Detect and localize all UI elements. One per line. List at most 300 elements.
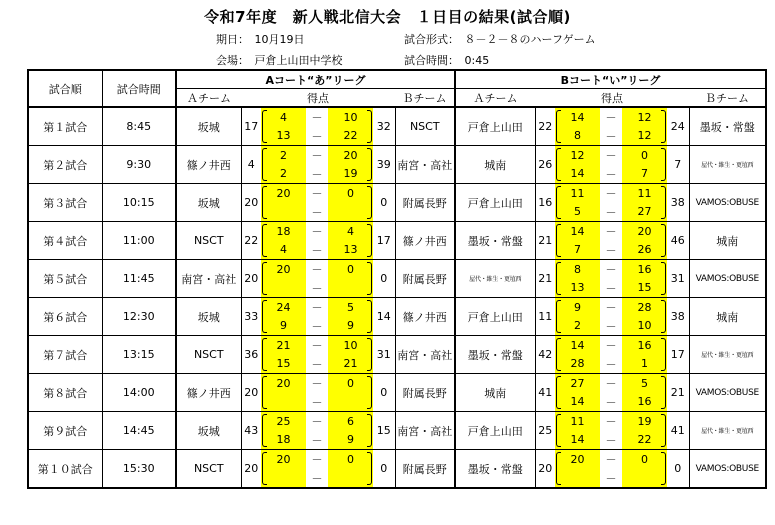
dash: － [311, 167, 323, 181]
first-half-score: 0 [347, 376, 354, 390]
first-half-score: 20 [276, 376, 291, 390]
first-half-score: 20 [276, 262, 291, 276]
half-scores [555, 336, 600, 373]
left-bracket [262, 186, 267, 219]
team-b-half-scores [328, 107, 373, 146]
dash: － [311, 471, 323, 485]
second-half-score: 13 [276, 129, 291, 143]
half-scores [555, 374, 600, 411]
team-a-total: 21 [535, 222, 555, 260]
team-a-name: 屋代・維生・更埴西 [455, 260, 535, 298]
half-scores [555, 298, 600, 335]
second-half-score: 2 [574, 319, 581, 333]
score-dash [600, 374, 622, 412]
team-a-total: 21 [535, 260, 555, 298]
team-b-name: 南宮・高社 [395, 336, 455, 374]
team-b-half-scores [622, 336, 667, 374]
team-a-half-scores [555, 450, 600, 489]
team-a-half-scores [261, 184, 306, 222]
team-a-half-scores [261, 222, 306, 260]
header-court-b: Bコート“い”リーグ [455, 70, 766, 89]
team-a-half-scores [555, 222, 600, 260]
game-time: 15:30 [102, 450, 176, 489]
table-row [28, 450, 766, 489]
team-b-name: 屋代・維生・更埴西 [689, 146, 766, 184]
score-dash [600, 298, 622, 336]
team-b-half-scores [328, 450, 373, 489]
team-b-half-scores [622, 298, 667, 336]
team-b-total: 17 [373, 222, 395, 260]
team-b-half-scores [622, 107, 667, 146]
right-bracket [661, 186, 666, 219]
half-scores [555, 184, 600, 221]
team-a-name: 篠ノ井西 [176, 146, 241, 184]
team-b-total: 14 [373, 298, 395, 336]
game-time: 13:15 [102, 336, 176, 374]
second-half-score: 18 [276, 433, 291, 447]
second-half-score: 21 [343, 357, 358, 371]
right-bracket [367, 452, 372, 485]
header-a-score: 得点 [241, 89, 395, 108]
dash: － [311, 415, 323, 429]
left-bracket [556, 452, 561, 485]
team-a-total: 43 [241, 412, 261, 450]
team-a-half-scores [261, 450, 306, 489]
team-b-half-scores [328, 146, 373, 184]
team-b-half-scores [622, 412, 667, 450]
score-dash [306, 450, 328, 489]
second-half-score: 9 [280, 319, 287, 333]
table-row [28, 298, 766, 336]
team-b-total: 0 [373, 260, 395, 298]
score-dash [306, 260, 328, 298]
team-b-half-scores [328, 184, 373, 222]
first-half-score: 12 [570, 148, 585, 162]
second-half-score: 28 [570, 357, 585, 371]
first-half-score: 14 [570, 224, 585, 238]
score-dash [600, 336, 622, 374]
half-scores [555, 108, 600, 145]
left-bracket [262, 376, 267, 409]
first-half-score: 20 [276, 452, 291, 466]
team-b-total: 0 [667, 450, 689, 489]
dash: － [605, 433, 617, 447]
team-b-name: NSCT [395, 107, 455, 146]
team-a-half-scores [261, 298, 306, 336]
team-a-total: 33 [241, 298, 261, 336]
team-a-half-scores [261, 412, 306, 450]
second-half-score: 14 [570, 395, 585, 409]
dash: － [605, 357, 617, 371]
second-half-score: 26 [637, 243, 652, 257]
first-half-score: 12 [637, 110, 652, 124]
team-b-total: 21 [667, 374, 689, 412]
team-b-total: 31 [373, 336, 395, 374]
right-bracket [367, 338, 372, 371]
team-a-name: 墨坂・常盤 [455, 450, 535, 489]
team-b-half-scores [622, 222, 667, 260]
second-half-score: 9 [347, 319, 354, 333]
team-a-name: 坂城 [176, 107, 241, 146]
right-bracket [661, 338, 666, 371]
first-half-score: 4 [280, 110, 287, 124]
team-b-name: 篠ノ井西 [395, 298, 455, 336]
dash: － [605, 395, 617, 409]
score-dash [306, 107, 328, 146]
team-a-total: 36 [241, 336, 261, 374]
second-half-score: 8 [574, 129, 581, 143]
second-half-score: 13 [343, 243, 358, 257]
team-a-half-scores [555, 412, 600, 450]
match-time: 試合時間： 0:45 [404, 54, 490, 67]
first-half-score: 20 [276, 186, 291, 200]
team-a-half-scores [261, 374, 306, 412]
left-bracket [262, 110, 267, 143]
first-half-score: 8 [574, 262, 581, 276]
game-number: 第１０試合 [28, 450, 102, 489]
first-half-score: 28 [637, 300, 652, 314]
dash: － [311, 243, 323, 257]
half-scores [555, 260, 600, 297]
team-b-total: 7 [667, 146, 689, 184]
team-b-total: 31 [667, 260, 689, 298]
second-half-score: 13 [570, 281, 585, 295]
right-bracket [661, 148, 666, 181]
dash: － [311, 111, 323, 125]
team-b-name: VAMOS:OBUSE [689, 184, 766, 222]
team-b-total: 38 [667, 298, 689, 336]
team-a-half-scores [261, 107, 306, 146]
team-a-total: 4 [241, 146, 261, 184]
score-dash [600, 146, 622, 184]
second-half-score: 14 [570, 167, 585, 181]
left-bracket [262, 148, 267, 181]
right-bracket [661, 262, 666, 295]
match-format: 試合形式： ８－２－８のハーフゲーム [404, 33, 596, 46]
score-dash [306, 412, 328, 450]
team-b-total: 15 [373, 412, 395, 450]
left-bracket [556, 300, 561, 333]
team-a-name: 墨坂・常盤 [455, 336, 535, 374]
half-scores [555, 222, 600, 259]
dash: － [605, 243, 617, 257]
second-half-score [261, 203, 306, 222]
right-bracket [661, 414, 666, 447]
dash: － [605, 187, 617, 201]
team-b-name: 城南 [689, 222, 766, 260]
game-number: 第７試合 [28, 336, 102, 374]
table-row [28, 107, 766, 146]
page-title: 令和7年度 新人戦北信大会 １日目の結果(試合順) [204, 8, 571, 26]
second-half-score: 7 [574, 243, 581, 257]
team-a-half-scores [555, 146, 600, 184]
team-b-name: 屋代・維生・更埴西 [689, 336, 766, 374]
match-venue: 会場： 戸倉上山田中学校 [216, 54, 343, 67]
right-bracket [367, 224, 372, 257]
team-a-name: 戸倉上山田 [455, 184, 535, 222]
left-bracket [262, 300, 267, 333]
first-half-score: 6 [347, 414, 354, 428]
team-b-name: 附属長野 [395, 260, 455, 298]
right-bracket [661, 376, 666, 409]
team-b-half-scores [622, 184, 667, 222]
team-a-half-scores [555, 374, 600, 412]
team-a-name: NSCT [176, 222, 241, 260]
team-b-name: VAMOS:OBUSE [689, 374, 766, 412]
first-half-score: 24 [276, 300, 291, 314]
team-b-half-scores [328, 374, 373, 412]
first-half-score: 14 [570, 338, 585, 352]
second-half-score [555, 469, 600, 488]
team-b-total: 38 [667, 184, 689, 222]
right-bracket [367, 300, 372, 333]
game-number: 第５試合 [28, 260, 102, 298]
second-half-score: 14 [570, 433, 585, 447]
first-half-score: 2 [280, 148, 287, 162]
game-time: 11:00 [102, 222, 176, 260]
half-scores [261, 108, 306, 145]
dash: － [311, 339, 323, 353]
second-half-score: 22 [343, 129, 358, 143]
second-half-score: 2 [280, 167, 287, 181]
right-bracket [367, 110, 372, 143]
left-bracket [556, 224, 561, 257]
dash: － [311, 301, 323, 315]
left-bracket [556, 110, 561, 143]
score-dash [306, 298, 328, 336]
first-half-score: 25 [276, 414, 291, 428]
team-a-half-scores [261, 146, 306, 184]
score-dash [306, 146, 328, 184]
team-a-name: 戸倉上山田 [455, 412, 535, 450]
right-bracket [661, 110, 666, 143]
team-a-name: 篠ノ井西 [176, 374, 241, 412]
second-half-score: 27 [637, 205, 652, 219]
second-half-score: 10 [637, 319, 652, 333]
dash: － [605, 167, 617, 181]
half-scores [261, 146, 306, 183]
dash: － [605, 471, 617, 485]
left-bracket [262, 262, 267, 295]
first-half-score: 0 [641, 452, 648, 466]
score-dash [306, 374, 328, 412]
first-half-score: 11 [570, 414, 585, 428]
team-a-name: 坂城 [176, 298, 241, 336]
game-time: 12:30 [102, 298, 176, 336]
first-half-score: 20 [637, 224, 652, 238]
team-b-total: 0 [373, 374, 395, 412]
dash: － [605, 225, 617, 239]
second-half-score: 12 [637, 129, 652, 143]
second-half-score: 9 [347, 433, 354, 447]
team-b-name: 南宮・高社 [395, 146, 455, 184]
table-row [28, 336, 766, 374]
table-row [28, 146, 766, 184]
team-b-half-scores [622, 450, 667, 489]
score-dash [306, 184, 328, 222]
game-number: 第８試合 [28, 374, 102, 412]
half-scores [261, 336, 306, 373]
game-number: 第１試合 [28, 107, 102, 146]
first-half-score: 10 [343, 110, 358, 124]
table-row [28, 412, 766, 450]
team-a-total: 41 [535, 374, 555, 412]
team-a-total: 16 [535, 184, 555, 222]
dash: － [311, 225, 323, 239]
team-b-half-scores [328, 336, 373, 374]
half-scores [261, 412, 306, 449]
half-scores [261, 260, 306, 297]
team-a-half-scores [555, 184, 600, 222]
team-a-half-scores [555, 107, 600, 146]
right-bracket [367, 262, 372, 295]
team-b-total: 24 [667, 107, 689, 146]
dash: － [605, 263, 617, 277]
first-half-score: 5 [641, 376, 648, 390]
left-bracket [556, 262, 561, 295]
dash: － [605, 129, 617, 143]
team-b-name: VAMOS:OBUSE [689, 260, 766, 298]
first-half-score: 9 [574, 300, 581, 314]
team-b-half-scores [328, 260, 373, 298]
team-a-name: 戸倉上山田 [455, 107, 535, 146]
team-a-total: 20 [241, 260, 261, 298]
first-half-score: 11 [637, 186, 652, 200]
team-b-half-scores [622, 374, 667, 412]
first-half-score: 4 [347, 224, 354, 238]
team-a-total: 42 [535, 336, 555, 374]
game-time: 11:45 [102, 260, 176, 298]
score-dash [600, 260, 622, 298]
game-time: 14:45 [102, 412, 176, 450]
second-half-score: 22 [637, 433, 652, 447]
first-half-score: 27 [570, 376, 585, 390]
team-a-total: 20 [241, 374, 261, 412]
first-half-score: 11 [570, 186, 585, 200]
first-half-score: 0 [347, 186, 354, 200]
dash: － [311, 377, 323, 391]
left-bracket [556, 414, 561, 447]
game-number: 第２試合 [28, 146, 102, 184]
first-half-score: 5 [347, 300, 354, 314]
left-bracket [556, 338, 561, 371]
score-dash [306, 222, 328, 260]
second-half-score: 4 [280, 243, 287, 257]
match-date: 期日： 10月19日 [216, 33, 305, 46]
score-dash [600, 450, 622, 489]
results-table [27, 69, 767, 489]
team-a-name: 城南 [455, 146, 535, 184]
team-b-half-scores [622, 146, 667, 184]
first-half-score: 0 [347, 262, 354, 276]
team-a-name: 南宮・高社 [176, 260, 241, 298]
header-a-team-b: Ｂチーム [395, 89, 455, 108]
team-a-total: 20 [241, 450, 261, 489]
team-a-total: 25 [535, 412, 555, 450]
half-scores [261, 298, 306, 335]
right-bracket [367, 414, 372, 447]
second-half-score [261, 393, 306, 412]
team-a-total: 11 [535, 298, 555, 336]
header-b-score: 得点 [535, 89, 689, 108]
second-half-score [261, 469, 306, 488]
first-half-score: 10 [343, 338, 358, 352]
team-b-name: 附属長野 [395, 374, 455, 412]
game-number: 第３試合 [28, 184, 102, 222]
left-bracket [262, 414, 267, 447]
left-bracket [556, 186, 561, 219]
team-a-total: 26 [535, 146, 555, 184]
team-b-name: 附属長野 [395, 450, 455, 489]
team-b-half-scores [328, 222, 373, 260]
team-a-name: 城南 [455, 374, 535, 412]
game-time: 10:15 [102, 184, 176, 222]
second-half-score: 1 [641, 357, 648, 371]
team-a-total: 17 [241, 107, 261, 146]
first-half-score: 16 [637, 338, 652, 352]
team-a-name: 墨坂・常盤 [455, 222, 535, 260]
dash: － [605, 319, 617, 333]
second-half-score: 19 [343, 167, 358, 181]
team-a-half-scores [555, 260, 600, 298]
first-half-score: 18 [276, 224, 291, 238]
team-b-half-scores [328, 298, 373, 336]
game-number: 第４試合 [28, 222, 102, 260]
left-bracket [262, 338, 267, 371]
team-b-name: 南宮・高社 [395, 412, 455, 450]
right-bracket [367, 376, 372, 409]
first-half-score: 0 [641, 148, 648, 162]
team-a-total: 20 [535, 450, 555, 489]
score-dash [306, 336, 328, 374]
table-row [28, 222, 766, 260]
right-bracket [661, 452, 666, 485]
first-half-score: 20 [343, 148, 358, 162]
dash: － [311, 395, 323, 409]
team-b-name: 附属長野 [395, 184, 455, 222]
team-a-name: 戸倉上山田 [455, 298, 535, 336]
dash: － [311, 433, 323, 447]
team-b-total: 0 [373, 450, 395, 489]
right-bracket [367, 186, 372, 219]
dash: － [605, 415, 617, 429]
team-b-name: 城南 [689, 298, 766, 336]
dash: － [311, 281, 323, 295]
team-b-total: 32 [373, 107, 395, 146]
left-bracket [556, 376, 561, 409]
team-a-name: 坂城 [176, 412, 241, 450]
team-a-total: 20 [241, 184, 261, 222]
header-time: 試合時間 [102, 70, 176, 107]
header-court-a: Aコート“あ”リーグ [176, 70, 455, 89]
team-b-name: 屋代・維生・更埴西 [689, 412, 766, 450]
dash: － [605, 149, 617, 163]
game-number: 第９試合 [28, 412, 102, 450]
table-row [28, 374, 766, 412]
team-b-name: 墨坂・常盤 [689, 107, 766, 146]
team-a-half-scores [261, 260, 306, 298]
dash: － [311, 263, 323, 277]
dash: － [605, 339, 617, 353]
team-b-name: VAMOS:OBUSE [689, 450, 766, 489]
first-half-score: 0 [347, 452, 354, 466]
team-a-half-scores [555, 336, 600, 374]
dash: － [311, 205, 323, 219]
left-bracket [556, 148, 561, 181]
second-half-score [261, 279, 306, 298]
right-bracket [661, 224, 666, 257]
score-dash [600, 107, 622, 146]
